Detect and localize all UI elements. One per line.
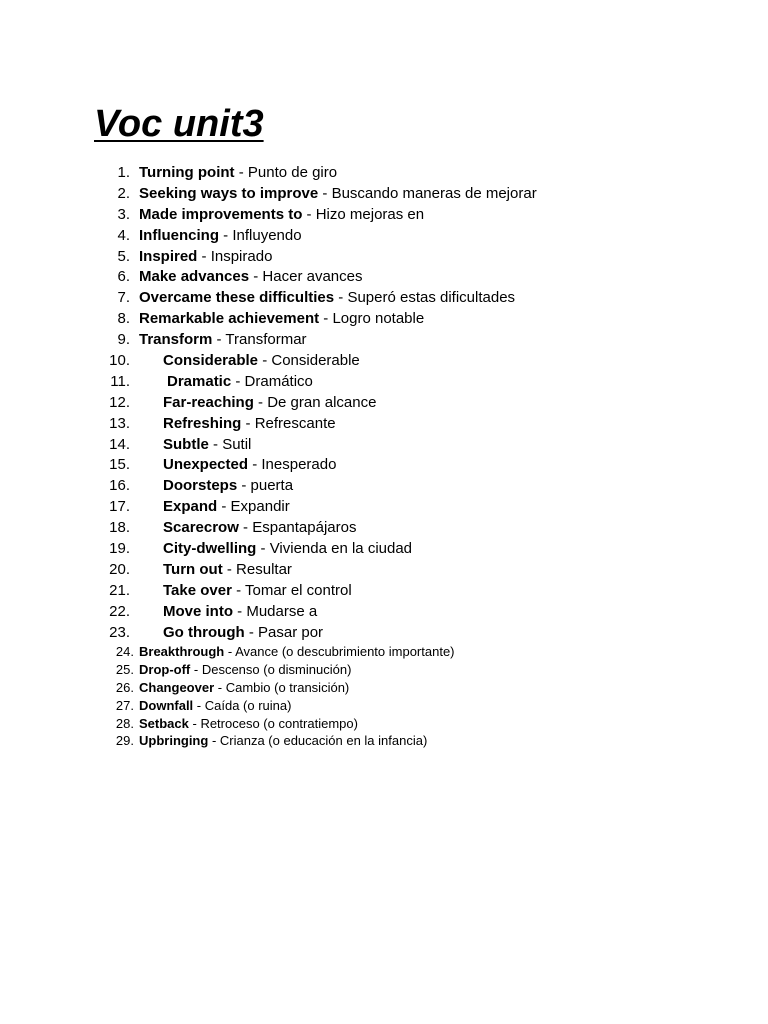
item-separator: - xyxy=(334,289,348,307)
item-term: Unexpected xyxy=(163,456,249,474)
list-item xyxy=(0,518,768,539)
item-number: 12. xyxy=(109,393,130,411)
item-number: 17. xyxy=(109,498,130,516)
item-translation: Inspirado xyxy=(210,247,273,265)
item-translation: Refrescante xyxy=(254,414,336,432)
item-separator: - xyxy=(212,331,226,349)
item-translation: Logro notable xyxy=(332,310,425,328)
item-number: 1. xyxy=(117,164,130,181)
item-translation: Descenso (o disminución) xyxy=(201,662,352,678)
item-term: Scarecrow xyxy=(163,519,239,537)
item-term: Made improvements to xyxy=(139,205,303,223)
item-separator: - xyxy=(256,540,270,558)
item-number: 10. xyxy=(109,352,130,370)
list-item xyxy=(0,643,768,661)
item-translation: Inesperado xyxy=(261,456,337,474)
item-term: Far-reaching xyxy=(163,393,254,411)
list-item xyxy=(0,414,768,435)
item-separator: - xyxy=(249,268,263,286)
item-separator: - xyxy=(319,310,333,328)
item-entry xyxy=(139,309,424,330)
item-entry xyxy=(163,581,352,602)
item-entry xyxy=(163,560,292,581)
list-item xyxy=(0,560,768,581)
list-item xyxy=(0,163,768,184)
item-translation: Pasar por xyxy=(258,623,324,641)
item-separator: - xyxy=(197,247,211,265)
item-entry xyxy=(139,267,362,288)
item-term: Transform xyxy=(139,331,213,349)
item-term: Overcame these difficulties xyxy=(139,289,335,307)
item-term: Turning point xyxy=(139,164,235,181)
item-number: 19. xyxy=(109,540,130,558)
list-item xyxy=(0,267,768,288)
item-separator: - xyxy=(253,393,268,411)
list-item xyxy=(0,581,768,602)
list-item xyxy=(0,539,768,560)
item-number: 22. xyxy=(109,602,130,620)
item-entry xyxy=(139,288,515,309)
item-number: 13. xyxy=(109,414,130,432)
item-term: Refreshing xyxy=(163,414,242,432)
list-item xyxy=(0,679,768,697)
item-number: 11. xyxy=(110,372,130,390)
item-separator: - xyxy=(237,477,251,495)
item-separator: - xyxy=(224,644,236,660)
item-number: 6. xyxy=(117,268,130,286)
item-translation: Considerable xyxy=(271,352,360,370)
item-number: 24. xyxy=(115,644,134,660)
item-number: 20. xyxy=(109,560,130,578)
item-separator: - xyxy=(208,435,223,453)
item-term: Seeking ways to improve xyxy=(139,184,319,202)
list-item xyxy=(0,435,768,456)
item-translation: Hacer avances xyxy=(262,268,363,286)
item-translation: Influyendo xyxy=(232,226,302,244)
list-item xyxy=(0,205,768,226)
item-term: Dramatic xyxy=(167,372,232,390)
item-separator: - xyxy=(302,205,316,223)
item-term: Remarkable achievement xyxy=(139,310,320,328)
item-entry xyxy=(139,226,302,247)
item-entry xyxy=(163,602,317,623)
list-item xyxy=(0,393,768,414)
item-number: 27. xyxy=(115,697,134,713)
list-item xyxy=(0,372,768,393)
item-number: 25. xyxy=(115,662,134,678)
item-translation: Punto de giro xyxy=(247,164,338,181)
item-term: Move into xyxy=(163,602,233,620)
item-term: Setback xyxy=(139,715,189,731)
list-item xyxy=(0,697,768,715)
item-number: 15. xyxy=(109,456,130,474)
item-term: Go through xyxy=(163,623,245,641)
item-separator: - xyxy=(238,519,253,537)
item-entry xyxy=(163,393,376,414)
item-translation: Superó estas dificultades xyxy=(347,289,516,307)
item-entry xyxy=(163,414,336,435)
item-entry xyxy=(163,497,290,518)
item-separator: - xyxy=(231,372,245,390)
item-entry xyxy=(139,679,349,697)
item-term: Turn out xyxy=(163,560,223,578)
item-separator: - xyxy=(188,715,201,731)
list-item xyxy=(0,715,768,733)
item-number: 18. xyxy=(109,519,130,537)
item-number: 9. xyxy=(117,331,130,349)
item-term: Considerable xyxy=(163,352,259,370)
list-item xyxy=(0,330,768,351)
item-separator: - xyxy=(248,456,262,474)
item-translation: Expandir xyxy=(230,498,290,516)
item-number: 26. xyxy=(115,680,134,696)
item-translation: Tomar el control xyxy=(245,581,352,599)
item-translation: Avance (o descubrimiento importante) xyxy=(235,644,455,660)
list-item xyxy=(0,288,768,309)
item-translation: puerta xyxy=(250,477,294,495)
item-entry xyxy=(163,455,336,476)
item-term: Take over xyxy=(163,581,232,599)
item-separator: - xyxy=(190,662,202,678)
item-number: 3. xyxy=(117,205,130,223)
item-number: 23. xyxy=(109,623,130,641)
item-term: Breakthrough xyxy=(139,644,225,660)
item-number: 4. xyxy=(117,226,130,244)
item-translation: Transformar xyxy=(225,331,307,349)
item-translation: Crianza (o educación en la infancia) xyxy=(219,733,428,749)
item-translation: Dramático xyxy=(244,372,313,390)
item-entry xyxy=(139,643,455,661)
item-number: 28. xyxy=(115,715,134,731)
item-translation: Retroceso (o contratiempo) xyxy=(200,715,358,731)
item-number: 16. xyxy=(109,477,130,495)
item-entry xyxy=(167,372,313,393)
item-term: City-dwelling xyxy=(163,540,257,558)
item-separator: - xyxy=(193,697,205,713)
item-translation: Espantapájaros xyxy=(252,519,357,537)
list-item xyxy=(0,351,768,372)
item-translation: De gran alcance xyxy=(267,393,377,411)
item-entry xyxy=(139,184,537,205)
item-entry xyxy=(163,623,323,644)
item-separator: - xyxy=(241,414,255,432)
item-separator: - xyxy=(219,226,233,244)
item-translation: Buscando maneras de mejorar xyxy=(331,184,537,202)
item-term: Make advances xyxy=(139,268,250,286)
item-translation: Caída (o ruina) xyxy=(204,697,292,713)
item-translation: Hizo mejoras en xyxy=(315,205,425,223)
item-term: Expand xyxy=(163,498,218,516)
item-separator: - xyxy=(231,581,245,599)
list-item xyxy=(0,476,768,497)
item-term: Subtle xyxy=(163,435,209,453)
item-translation: Sutil xyxy=(222,435,252,453)
item-term: Drop-off xyxy=(139,662,191,678)
item-number: 8. xyxy=(117,310,130,328)
item-entry xyxy=(139,163,337,184)
list-item xyxy=(0,184,768,205)
item-separator: - xyxy=(217,498,231,516)
item-entry xyxy=(139,697,291,715)
item-entry xyxy=(139,661,351,679)
item-entry xyxy=(163,435,251,456)
item-entry xyxy=(139,330,307,351)
item-term: Influencing xyxy=(139,226,219,244)
item-term: Doorsteps xyxy=(163,477,238,495)
item-translation: Mudarse a xyxy=(246,602,318,620)
item-separator: - xyxy=(233,602,247,620)
item-translation: Resultar xyxy=(236,560,292,578)
item-separator: - xyxy=(258,352,272,370)
item-number: 7. xyxy=(117,289,130,307)
vocabulary-list xyxy=(0,163,768,750)
item-number: 2. xyxy=(117,184,130,202)
item-term: Downfall xyxy=(139,697,194,713)
item-entry xyxy=(163,351,360,372)
item-entry xyxy=(139,247,272,268)
item-entry xyxy=(139,715,358,733)
item-term: Inspired xyxy=(139,247,198,265)
list-item xyxy=(0,661,768,679)
list-item xyxy=(0,226,768,247)
document-title: Voc unit3 xyxy=(94,103,264,145)
item-separator: - xyxy=(244,623,258,641)
item-number: 21. xyxy=(109,581,130,599)
item-entry xyxy=(139,732,427,750)
item-separator: - xyxy=(222,560,237,578)
list-item xyxy=(0,455,768,476)
list-item xyxy=(0,732,768,750)
list-item xyxy=(0,602,768,623)
list-item xyxy=(0,309,768,330)
item-separator: - xyxy=(234,164,248,181)
item-term: Upbringing xyxy=(139,733,209,749)
item-number: 29. xyxy=(115,733,134,749)
item-separator: - xyxy=(318,184,332,202)
item-number: 14. xyxy=(109,435,130,453)
item-separator: - xyxy=(208,733,220,749)
item-separator: - xyxy=(214,680,226,696)
item-translation: Vivienda en la ciudad xyxy=(269,540,413,558)
list-item xyxy=(0,497,768,518)
item-number: 5. xyxy=(117,247,130,265)
list-item xyxy=(0,247,768,268)
item-entry xyxy=(139,205,424,226)
item-term: Changeover xyxy=(139,680,215,696)
item-entry xyxy=(163,518,356,539)
item-entry xyxy=(163,539,412,560)
item-entry xyxy=(163,476,293,497)
item-translation: Cambio (o transición) xyxy=(225,680,350,696)
list-item xyxy=(0,623,768,644)
